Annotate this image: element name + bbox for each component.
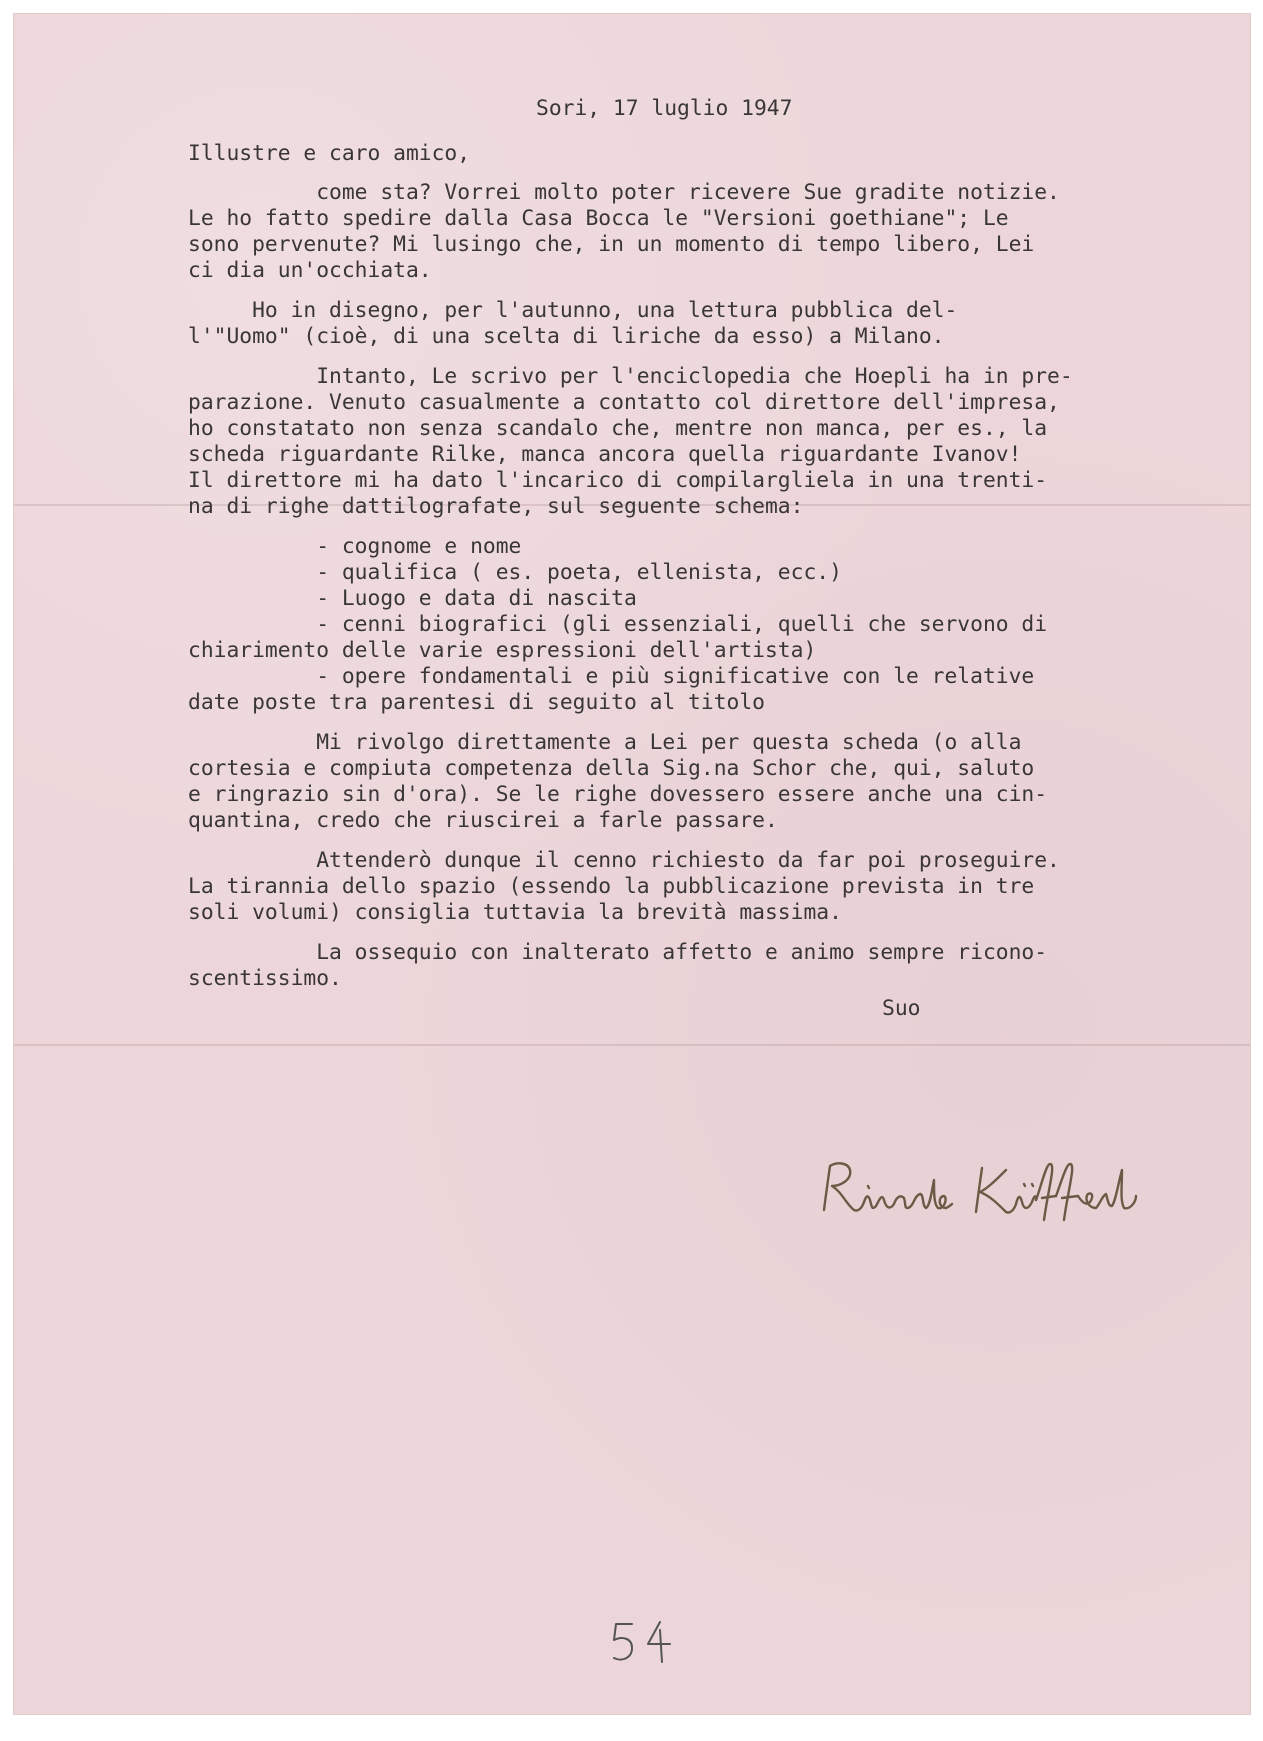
date-line: Sori, 17 luglio 1947	[536, 96, 793, 121]
body-line: scentissimo.	[188, 966, 342, 991]
body-line: e ringrazio sin d'ora). Se le righe dovessero essere anche una cin-	[188, 782, 1048, 807]
body-line: ci dia un'occhiata.	[188, 258, 432, 283]
body-line: cortesia e compiuta competenza della Sig.na Schor che, qui, saluto	[188, 756, 1035, 781]
body-line: scheda riguardante Rilke, manca ancora quella riguardante Ivanov!	[188, 442, 1022, 467]
list-item: - qualifica ( es. poeta, ellenista, ecc.)	[188, 560, 842, 585]
body-line: Ho in disegno, per l'autunno, una lettura pubblica del-	[188, 298, 958, 323]
body-line: quantina, credo che riuscirei a farle passare.	[188, 808, 778, 833]
body-line: Mi rivolgo direttamente a Lei per questa scheda (o alla	[188, 730, 1022, 755]
fold-crease-lower	[14, 1044, 1250, 1046]
list-item: - Luogo e data di nascita	[188, 586, 637, 611]
closing: Suo	[882, 996, 921, 1021]
body-line: soli volumi) consiglia tuttavia la brevità massima.	[188, 900, 842, 925]
body-line: Attenderò dunque il cenno richiesto da far poi proseguire.	[188, 848, 1060, 873]
signature	[810, 1150, 1170, 1230]
body-line: na di righe dattilografate, sul seguente schema:	[188, 494, 804, 519]
body-line: chiarimento delle varie espressioni dell'artista)	[188, 638, 817, 663]
body-line: date poste tra parentesi di seguito al titolo	[188, 690, 765, 715]
list-item: - cognome e nome	[188, 534, 522, 559]
list-item: - opere fondamentali e più significative con le relative	[188, 664, 1035, 689]
body-line: ho constatato non senza scandalo che, mentre non manca, per es., la	[188, 416, 1048, 441]
body-line: Il direttore mi ha dato l'incarico di compilargliela in una trenti-	[188, 468, 1048, 493]
body-line: La ossequio con inalterato affetto e animo sempre ricono-	[188, 940, 1048, 965]
body-line: Le ho fatto spedire dalla Casa Bocca le "Versioni goethiane"; Le	[188, 206, 1009, 231]
body-line: sono pervenute? Mi lusingo che, in un momento di tempo libero, Lei	[188, 232, 1035, 257]
body-line: l'"Uomo" (cioè, di una scelta di liriche da esso) a Milano.	[188, 324, 945, 349]
body-line: La tirannia dello spazio (essendo la pubblicazione prevista in tre	[188, 874, 1035, 899]
salutation: Illustre e caro amico,	[188, 141, 471, 166]
page-number	[608, 1618, 688, 1668]
body-line: come sta? Vorrei molto poter ricevere Sue gradite notizie.	[188, 180, 1060, 205]
body-line: Intanto, Le scrivo per l'enciclopedia che Hoepli ha in pre-	[188, 364, 1073, 389]
body-line: parazione. Venuto casualmente a contatto col direttore dell'impresa,	[188, 390, 1060, 415]
list-item: - cenni biografici (gli essenziali, quelli che servono di	[188, 612, 1048, 637]
